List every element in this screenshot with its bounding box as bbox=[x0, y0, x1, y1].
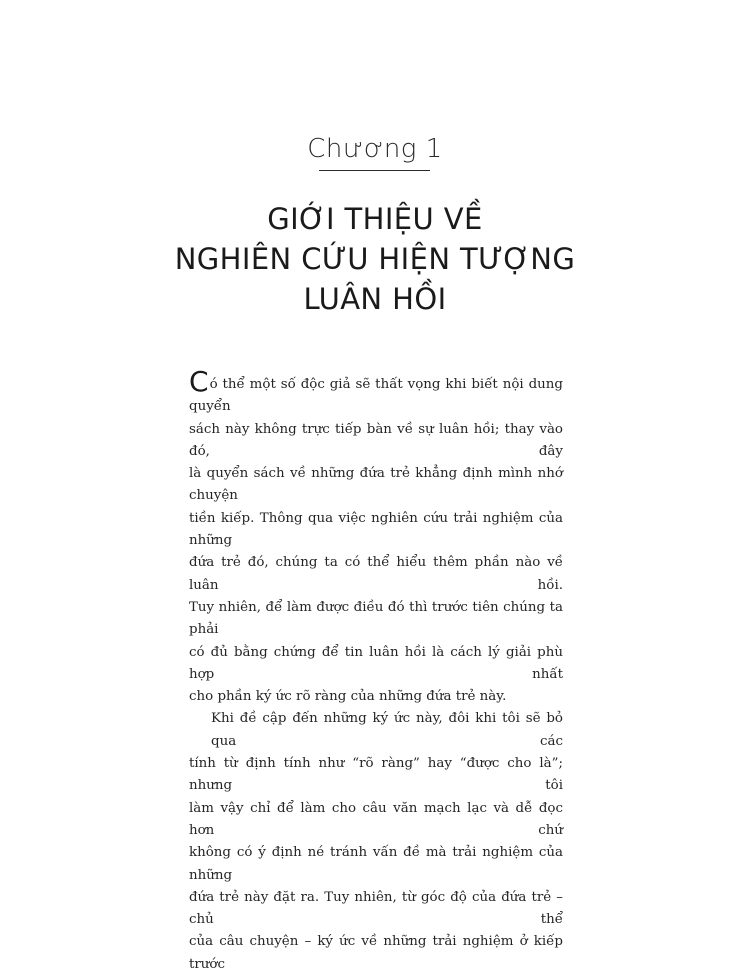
body-text bbox=[189, 365, 563, 976]
paragraph-2 bbox=[189, 708, 563, 976]
paragraph-line: của câu chuyện – ký ức về những trải nghiệm ở kiếp trước bbox=[189, 934, 563, 972]
paragraph-line: là quyển sách về những đứa trẻ khẳng định mình nhớ chuyện bbox=[189, 466, 563, 504]
paragraph-line: đứa trẻ này đặt ra. Tuy nhiên, từ góc độ của đứa trẻ – chủ thể bbox=[189, 889, 563, 928]
paragraph-line: tính từ định tính như “rõ ràng” hay “được cho là”; nhưng tôi bbox=[189, 756, 563, 794]
paragraph-line: không có ý định né tránh vấn đề mà trải nghiệm của những bbox=[189, 845, 563, 883]
paragraph-1 bbox=[189, 365, 563, 708]
chapter-label: Chương 1 bbox=[307, 134, 443, 164]
paragraph-line: có đủ bằng chứng để tin luân hồi là cách lý giải phù hợp nhất bbox=[189, 644, 563, 682]
paragraph-line: Tuy nhiên, để làm được điều đó thì trước tiên chúng ta phải bbox=[189, 599, 563, 638]
drop-cap: C bbox=[189, 365, 209, 398]
chapter-underline bbox=[319, 170, 430, 171]
chapter-title bbox=[0, 199, 750, 319]
paragraph-line: tiền kiếp. Thông qua việc nghiên cứu trải nghiệm của những bbox=[189, 510, 563, 549]
paragraph-line: Khi đề cập đến những ký ức này, đôi khi tôi sẽ bỏ qua các bbox=[211, 711, 563, 749]
paragraph-line-text: ó thể một số độc giả sẽ thất vọng khi biết nội dung quyển bbox=[189, 377, 563, 415]
chapter-title-line-3: LUÂN HỒI bbox=[303, 282, 447, 316]
paragraph-line: cho phần ký ức rõ ràng của những đứa trẻ này. bbox=[189, 689, 507, 705]
paragraph-line bbox=[189, 365, 563, 419]
chapter-title-line-2: NGHIÊN CỨU HIỆN TƯỢNG bbox=[174, 242, 576, 276]
paragraph-line: làm vậy chỉ để làm cho câu văn mạch lạc và dễ đọc hơn chứ bbox=[189, 800, 563, 838]
chapter-title-line-1: GIỚI THIỆU VỀ bbox=[267, 202, 483, 236]
paragraph-line: đứa trẻ đó, chúng ta có thể hiểu thêm phần nào về luân hồi. bbox=[189, 555, 563, 593]
paragraph-line: sách này không trực tiếp bàn về sự luân hồi; thay vào đó, đây bbox=[189, 421, 563, 459]
